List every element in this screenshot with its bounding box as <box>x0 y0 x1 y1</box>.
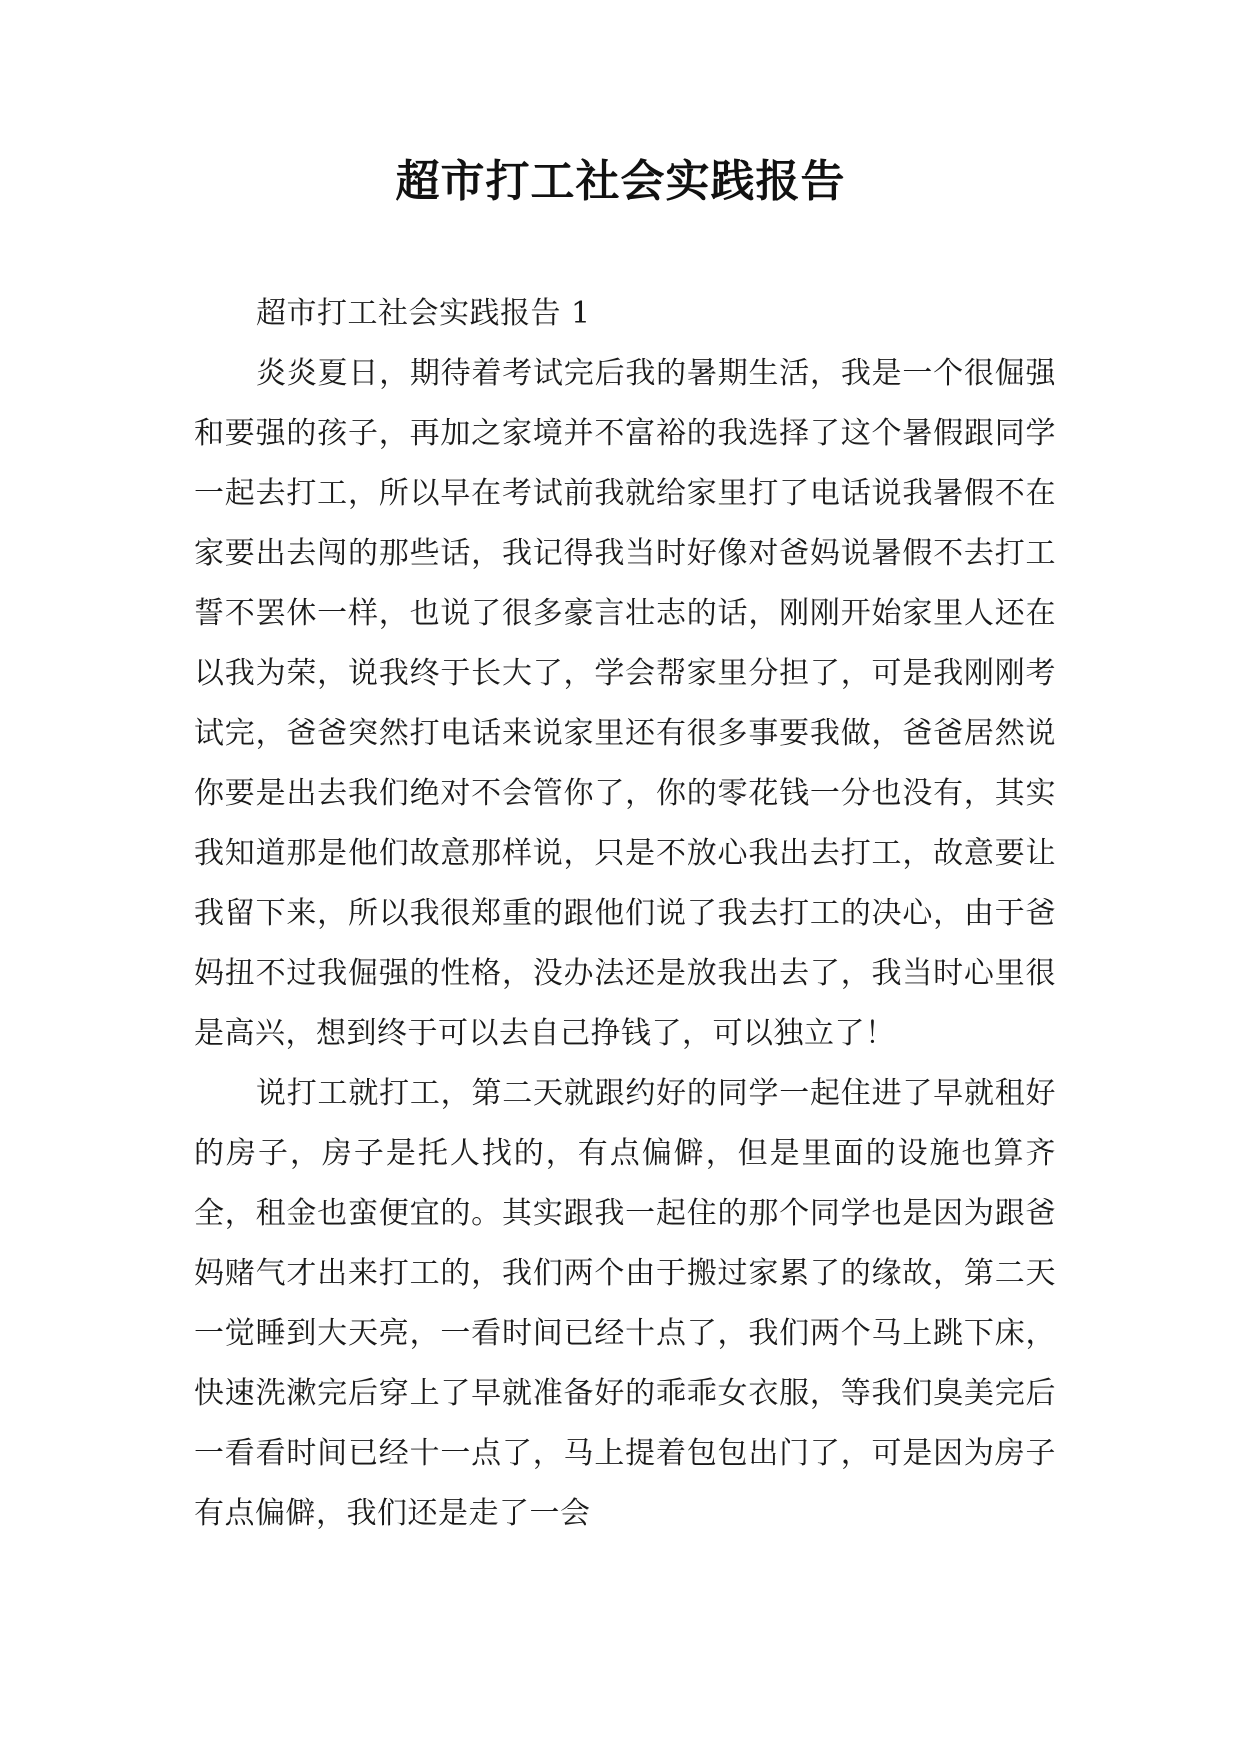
paragraph: 炎炎夏日，期待着考试完后我的暑期生活，我是一个很倔强和要强的孩子，再加之家境并不富裕的我选择了这个暑假跟同学一起去打工，所以早在考试前我就给家里打了电话说我暑假不在家要出去闯的那些话，我记得我当时好像对爸妈说暑假不去打工誓不罢休一样，也说了很多豪言壮志的话，刚刚开始家里人还在以我为荣，说我终于长大了，学会帮家里分担了，可是我刚刚考试完，爸爸突然打电话来说家里还有很多事要我做，爸爸居然说你要是出去我们绝对不会管你了，你的零花钱一分也没有，其实我知道那是他们故意那样说，只是不放心我出去打工，故意要让我留下来，所以我很郑重的跟他们说了我去打工的决心，由于爸妈扭不过我倔强的性格，没办法还是放我出去了，我当时心里很是高兴，想到终于可以去自己挣钱了，可以独立了！ <box>194 356 1056 1051</box>
document-body <box>194 284 1056 1544</box>
paragraph: 说打工就打工，第二天就跟约好的同学一起住进了早就租好的房子，房子是托人找的，有点偏僻，但是里面的设施也算齐全，租金也蛮便宜的。其实跟我一起住的那个同学也是因为跟爸妈赌气才出来打工的，我们两个由于搬过家累了的缘故，第二天一觉睡到大天亮，一看时间已经十点了，我们两个马上跳下床，快速洗漱完后穿上了早就准备好的乖乖女衣服，等我们臭美完后一看看时间已经十一点了，马上提着包包出门了，可是因为房子有点偏僻，我们还是走了一会 <box>194 1076 1056 1531</box>
section-heading: 超市打工社会实践报告 1 <box>256 296 591 331</box>
document-title: 超市打工社会实践报告 <box>395 156 846 207</box>
